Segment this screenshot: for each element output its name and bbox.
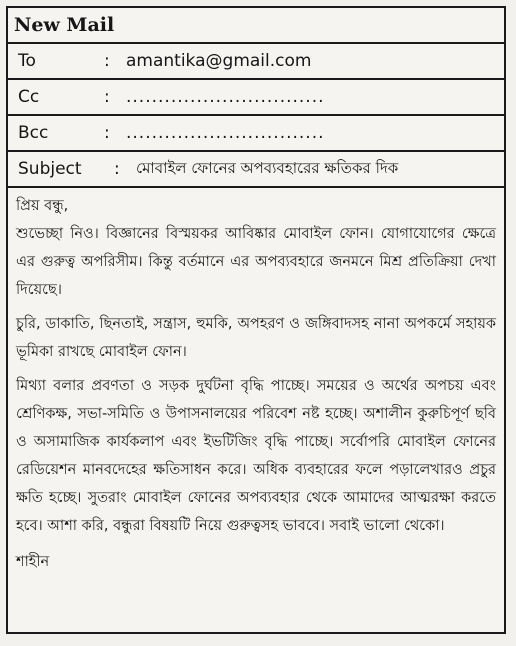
to-label: To (18, 51, 36, 71)
salutation: প্রিয় বন্ধু, (16, 198, 69, 214)
body-paragraph: শুভেচ্ছা নিও। বিজ্ঞানের বিস্ময়কর আবিষ্কার মোবাইল ফোন। যোগাযোগের ক্ষেত্রে এর গুরুত্ব অপরিসীম। কিন্তু বর্তমানে এর অপব্যবহারে জনমনে মিশ্র প্রতিক্রিয়া দেখা দিয়েছে। (16, 226, 496, 298)
window-title: New Mail (14, 14, 115, 36)
bcc-colon: : (104, 123, 110, 143)
subject-colon: : (114, 159, 120, 179)
title-bar (8, 8, 504, 44)
to-field[interactable]: amantika@gmail.com (126, 51, 312, 71)
cc-label: Cc (18, 87, 40, 107)
subject-row (8, 152, 504, 188)
new-mail-window (6, 6, 506, 634)
cc-colon: : (104, 87, 110, 107)
cc-field[interactable]: ............................... (126, 87, 325, 107)
cc-row (8, 80, 504, 116)
signature: শাহীন (16, 554, 50, 570)
bcc-row (8, 116, 504, 152)
to-row (8, 44, 504, 80)
body-paragraph: চুরি, ডাকাতি, ছিনতাই, সন্ত্রাস, হুমকি, অপহরণ ও জঙ্গিবাদসহ নানা অপকর্মে সহায়ক ভূমিকা রাখছে মোবাইল ফোন। (16, 316, 496, 360)
bcc-field[interactable]: ............................... (126, 123, 325, 143)
message-body[interactable] (8, 188, 504, 576)
to-colon: : (104, 51, 110, 71)
body-paragraph: মিথ্যা বলার প্রবণতা ও সড়ক দুর্ঘটনা বৃদ্ধি পাচ্ছে। সময়ের ও অর্থের অপচয় এবং শ্রেণিকক্ষ, সভা-সমিতি ও উপাসনালয়ের পরিবেশ নষ্ট হচ্ছে। অশালীন কুরুচিপূর্ণ ছবি ও অসামাজিক কার্যকলাপ এবং ইভটিজিং বৃদ্ধি পাচ্ছে। সর্বোপরি মোবাইল ফোনের রেডিয়েশন মানবদেহের ক্ষতিসাধন করে। অধিক ব্যবহারের ফলে পড়ালেখারও প্রচুর ক্ষতি হচ্ছে। সুতরাং মোবাইল ফোনের অপব্যবহার থেকে আমাদের আত্মরক্ষা করতে হবে। আশা করি, বন্ধুরা বিষয়টি নিয়ে গুরুত্বসহ ভাববে। সবাই ভালো থেকো। (16, 378, 496, 534)
subject-field[interactable]: মোবাইল ফোনের অপব্যবহারের ক্ষতিকর দিক (136, 158, 399, 177)
subject-label: Subject (18, 159, 82, 179)
bcc-label: Bcc (18, 123, 49, 143)
